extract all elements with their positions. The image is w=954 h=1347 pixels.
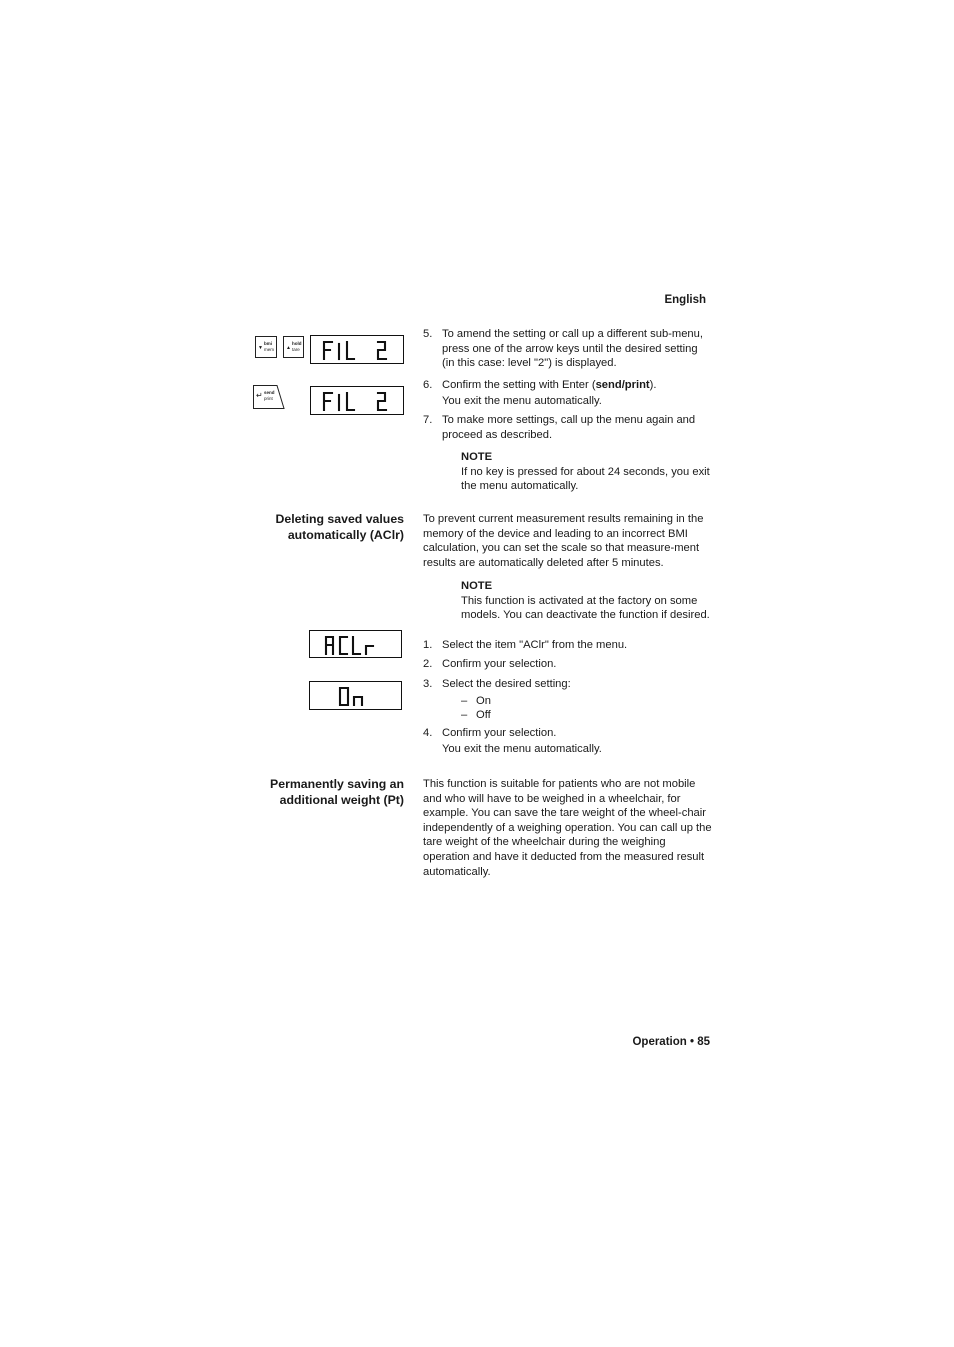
lcd-fil2-segments bbox=[311, 336, 405, 365]
aclr-intro: To prevent current measurement results remaining in the memory of the device and leading to an incorrect BMI calculation, you can set the scale so that measure-ment results are automatically deleted after 5 minutes. bbox=[423, 513, 704, 569]
page-footer: Operation • 85 bbox=[632, 1036, 710, 1048]
section-heading-pt: Permanently saving an additional weight (Pt) bbox=[270, 777, 404, 807]
lcd-fil2-segments-b bbox=[311, 387, 405, 416]
step-5: 5. To amend the setting or call up a different sub-menu, press one of the arrow keys until the desired setting (in this case: level "2") is displayed. bbox=[423, 328, 703, 370]
option-off: – Off bbox=[461, 709, 491, 721]
aclr-step-4: 4. Confirm your selection. You exit the menu automatically. bbox=[423, 727, 602, 756]
option-on: – On bbox=[461, 695, 491, 707]
pt-description: This function is suitable for patients who are not mobile and who will have to be weighed in a wheelchair, for example. You can save the tare weight of the wheel-chair independently of a weighing operation. You can call up the tare weight of the wheelchair during the weighing operation and have it deducted from the measured result automatically. bbox=[423, 778, 712, 878]
note-timeout: NOTE If no key is pressed for about 24 seconds, you exit the menu automatically. bbox=[461, 451, 710, 493]
down-bmi-key-icon: ▼ bmi mem bbox=[255, 336, 277, 358]
step-7: 7. To make more settings, call up the menu again and proceed as described. bbox=[423, 414, 696, 441]
lcd-display-fil2-confirm bbox=[310, 386, 404, 415]
language-label: English bbox=[664, 294, 706, 306]
aclr-step-1: 1. Select the item "AClr" from the menu. bbox=[423, 639, 628, 651]
aclr-step-3: 3. Select the desired setting: bbox=[423, 678, 571, 690]
lcd-display-aclr bbox=[309, 630, 402, 658]
enter-send-key-icon: ↵ send print bbox=[253, 385, 285, 409]
aclr-step-2: 2. Confirm your selection. bbox=[423, 658, 557, 670]
lcd-aclr-segments bbox=[310, 631, 403, 659]
lcd-display-on bbox=[309, 681, 402, 710]
section-heading-aclr: Deleting saved values automatically (AClr) bbox=[275, 512, 404, 542]
up-hold-key-icon: ▲ hold tare bbox=[283, 336, 304, 358]
lcd-on-segments bbox=[310, 682, 403, 711]
note-factory: NOTE This function is activated at the factory on some models. You can deactivate the function if desired. bbox=[461, 580, 710, 622]
step-6: 6. Confirm the setting with Enter (send/print). You exit the menu automatically. bbox=[423, 379, 657, 408]
lcd-display-fil2 bbox=[310, 335, 404, 364]
